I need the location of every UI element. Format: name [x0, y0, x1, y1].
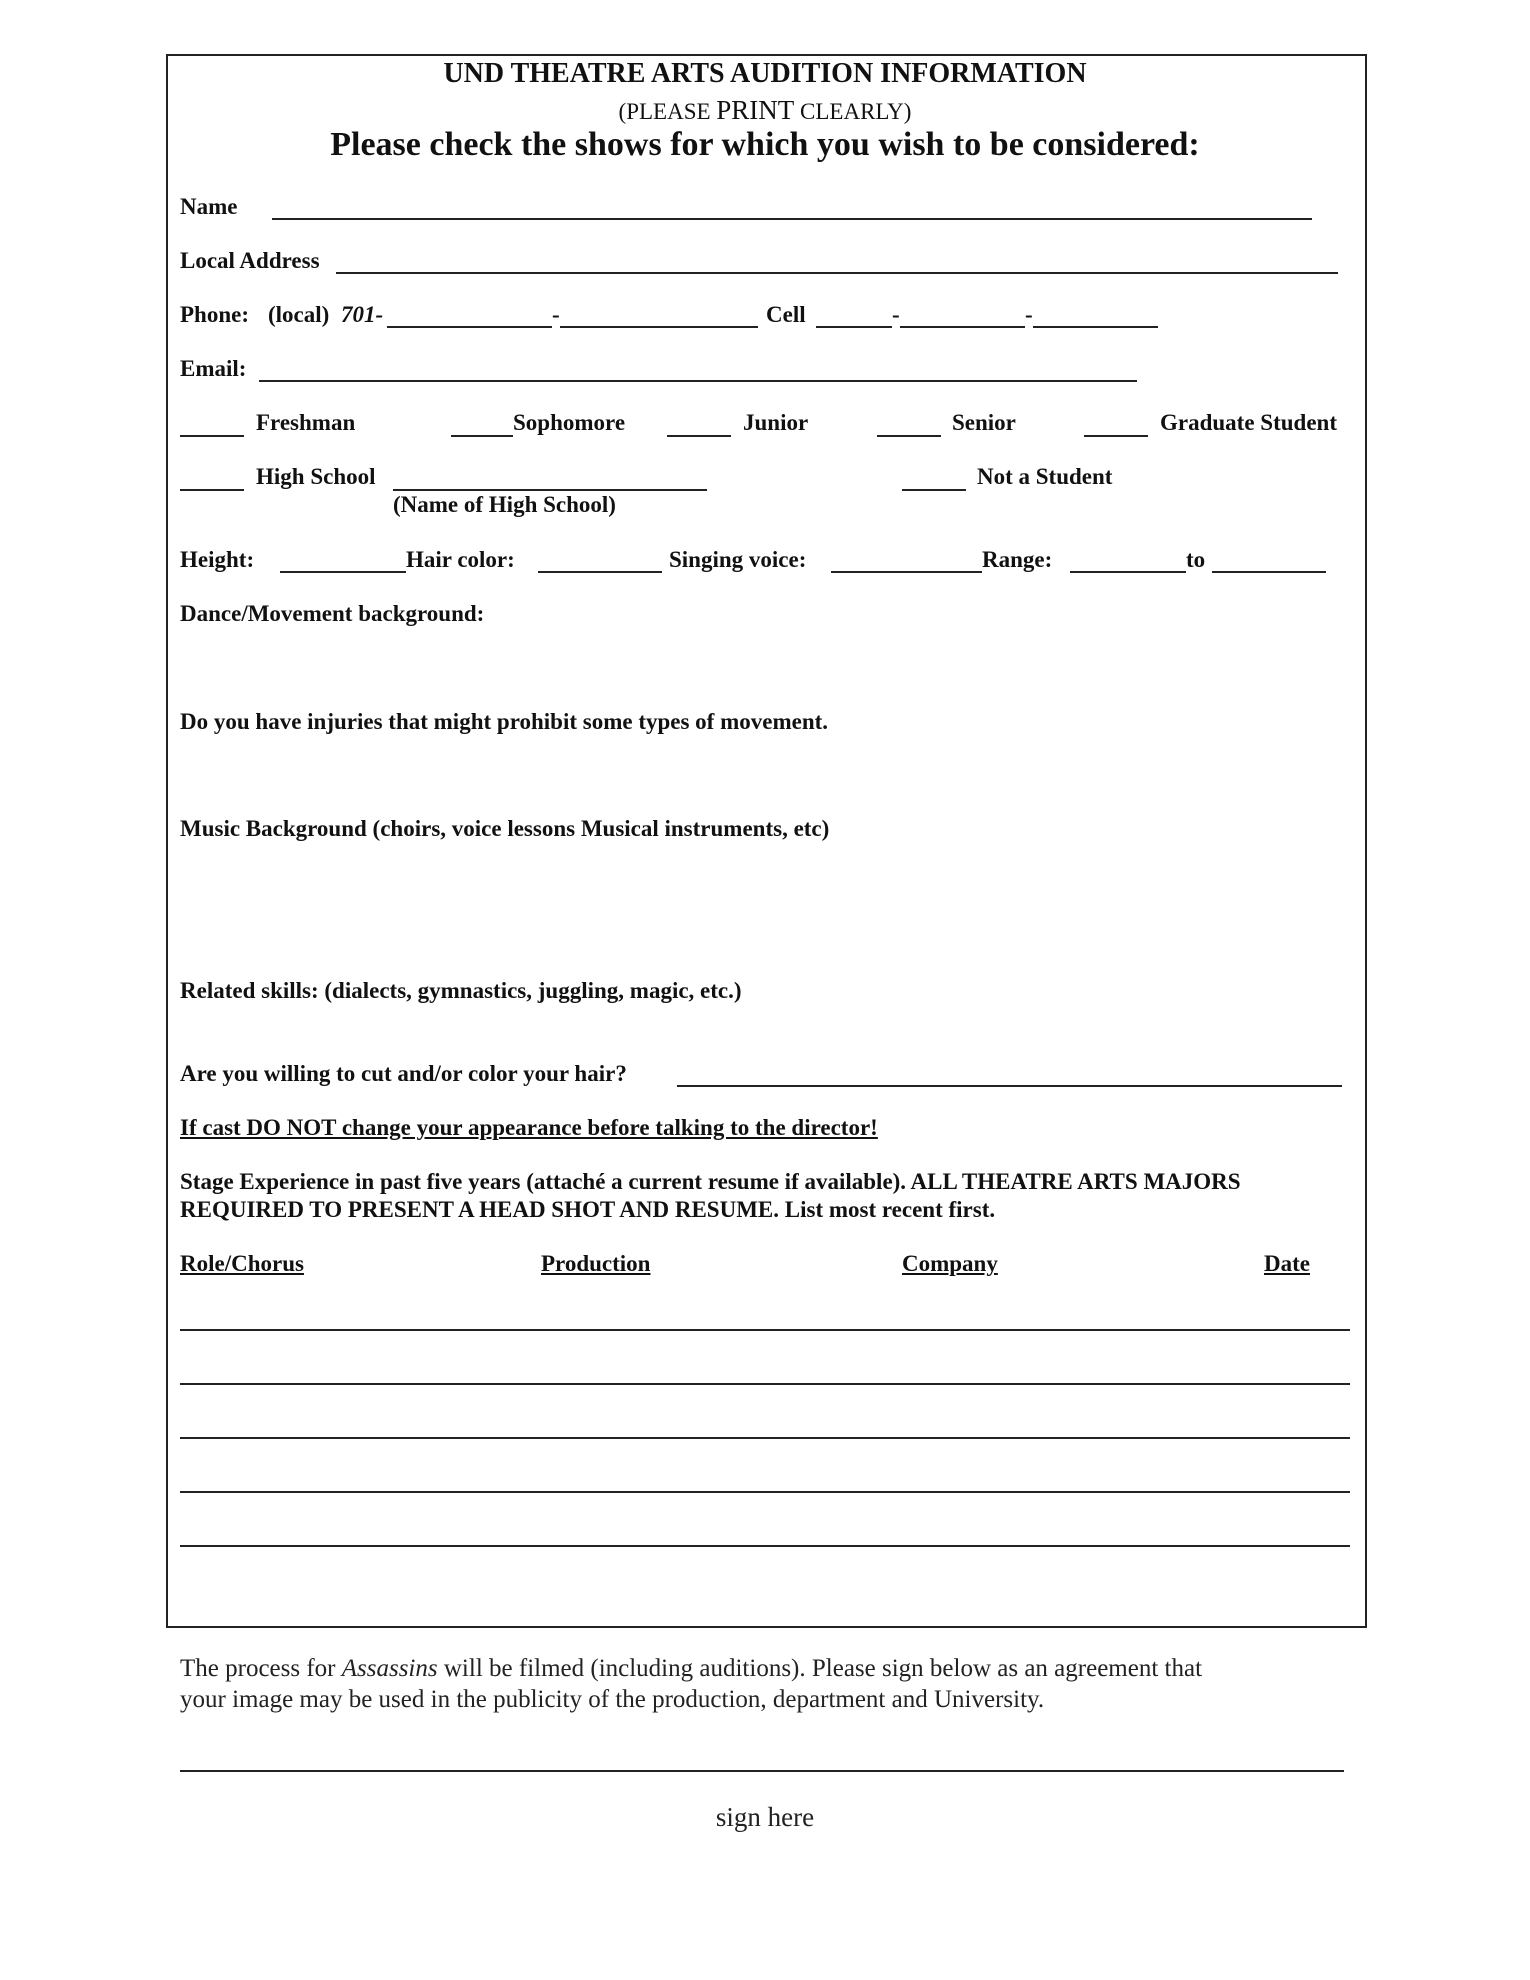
senior-check[interactable] — [877, 435, 941, 437]
name-label: Name — [180, 194, 238, 219]
cell-number-field[interactable] — [1033, 326, 1158, 328]
local-address-label: Local Address — [180, 248, 320, 273]
range-label: Range: — [982, 547, 1053, 572]
appearance-warning: If cast DO NOT change your appearance before talking to the director! — [180, 1115, 878, 1140]
not-student-label: Not a Student — [977, 464, 1113, 489]
sophomore-label: Sophomore — [513, 410, 626, 435]
dance-label: Dance/Movement background: — [180, 601, 485, 626]
cell-dash-1: - — [892, 302, 900, 327]
range-to-label: to — [1186, 547, 1206, 572]
signature-field[interactable] — [180, 1770, 1344, 1772]
freshman-label: Freshman — [256, 410, 356, 435]
high-school-name-field[interactable] — [393, 489, 707, 491]
high-school-name-caption: (Name of High School) — [393, 492, 616, 517]
injuries-label: Do you have injuries that might prohibit some types of movement. — [180, 709, 829, 734]
junior-label: Junior — [743, 410, 809, 435]
range-low-field[interactable] — [1070, 571, 1186, 573]
singing-voice-field[interactable] — [831, 571, 982, 573]
consent-line-1: The process for Assassins will be filmed (including auditions). Please sign below as an agreement that — [180, 1655, 1203, 1682]
sign-here-caption: sign here — [715, 1802, 815, 1832]
high-school-label: High School — [256, 464, 376, 489]
consent-line-2: your image may be used in the publicity of the production, department and University. — [180, 1686, 1045, 1713]
phone-number-field[interactable] — [560, 326, 758, 328]
form-instruction: Please check the shows for which you wish to be considered: — [330, 126, 1200, 163]
freshman-check[interactable] — [180, 435, 244, 437]
phone-label: Phone: — [180, 302, 249, 327]
email-field[interactable] — [259, 380, 1137, 382]
range-high-field[interactable] — [1212, 571, 1326, 573]
stage-experience-line1: Stage Experience in past five years (attaché a current resume if available). ALL THEATRE ARTS MAJORS — [180, 1169, 1241, 1194]
sophomore-check[interactable] — [451, 435, 513, 437]
high-school-check[interactable] — [180, 489, 244, 491]
experience-line-5[interactable] — [180, 1545, 1350, 1547]
music-label: Music Background (choirs, voice lessons Musical instruments, etc) — [180, 816, 830, 841]
experience-line-4[interactable] — [180, 1491, 1350, 1493]
local-address-field[interactable] — [336, 272, 1338, 274]
not-student-check[interactable] — [902, 489, 966, 491]
senior-label: Senior — [952, 410, 1016, 435]
cell-exchange-field[interactable] — [900, 326, 1025, 328]
phone-local-label: (local) — [268, 302, 330, 327]
graduate-check[interactable] — [1084, 435, 1148, 437]
col-header-company: Company — [902, 1251, 998, 1276]
phone-exchange-field[interactable] — [387, 326, 552, 328]
singing-voice-label: Singing voice: — [669, 547, 807, 572]
stage-experience-line2: REQUIRED TO PRESENT A HEAD SHOT AND RESUME. List most recent first. — [180, 1197, 996, 1222]
cell-dash-2: - — [1025, 302, 1033, 327]
experience-line-3[interactable] — [180, 1437, 1350, 1439]
phone-dash: - — [552, 302, 560, 327]
experience-line-2[interactable] — [180, 1383, 1350, 1385]
hair-question-label: Are you willing to cut and/or color your hair? — [180, 1061, 627, 1086]
form-subtitle: (PLEASE PRINT CLEARLY) — [618, 95, 912, 125]
hair-answer-field[interactable] — [677, 1085, 1342, 1087]
phone-prefix: 701- — [341, 302, 384, 327]
name-field[interactable] — [272, 218, 1312, 220]
email-label: Email: — [180, 356, 247, 381]
skills-label: Related skills: (dialects, gymnastics, juggling, magic, etc.) — [180, 978, 742, 1003]
experience-line-1[interactable] — [180, 1329, 1350, 1331]
col-header-production: Production — [541, 1251, 651, 1276]
form-title: UND THEATRE ARTS AUDITION INFORMATION — [443, 58, 1087, 89]
height-label: Height: — [180, 547, 255, 572]
hair-color-field[interactable] — [538, 571, 662, 573]
junior-check[interactable] — [667, 435, 731, 437]
col-header-role: Role/Chorus — [180, 1251, 304, 1276]
col-header-date: Date — [1264, 1251, 1310, 1276]
hair-color-label: Hair color: — [406, 547, 515, 572]
height-field[interactable] — [280, 571, 406, 573]
cell-area-field[interactable] — [816, 326, 892, 328]
cell-label: Cell — [766, 302, 806, 327]
graduate-label: Graduate Student — [1160, 410, 1337, 435]
